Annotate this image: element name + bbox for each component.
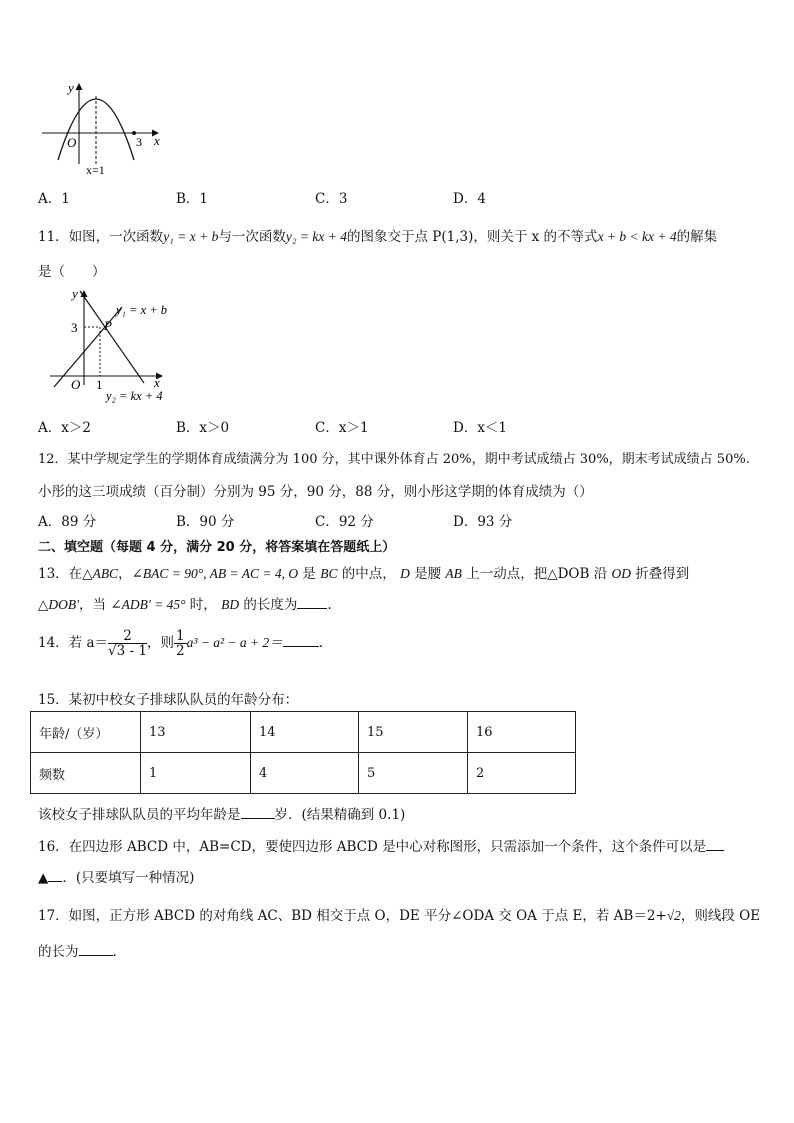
q14-fraction — [108, 629, 147, 658]
q13-l2e: BD — [221, 597, 240, 612]
q13-t4: 是 — [298, 566, 321, 582]
q11-tick-y: 3 — [71, 320, 78, 335]
table-cell: 2 — [468, 753, 576, 794]
q11-inequality: x + b < kx + 4 — [597, 229, 677, 244]
q10-option-a: A．1 — [38, 191, 70, 207]
q11-tick-x: 1 — [96, 377, 103, 392]
q12-option-b: B．90 分 — [176, 514, 235, 530]
q14-denominator: √3 - 1 — [108, 643, 147, 659]
q11-text-c: 的图象交于点 P(1,3)，则关于 x 的不等式 — [346, 229, 598, 245]
table-cell: 1 — [141, 753, 251, 794]
table-cell: 频数 — [31, 753, 141, 794]
table-cell: 15 — [359, 712, 468, 753]
q14-question — [38, 629, 323, 658]
q12-option-c: C．92 分 — [315, 514, 374, 530]
q15-age-table — [30, 711, 576, 794]
q13-t3: ∠BAC = 90°, AB = AC = 4, O — [131, 566, 299, 581]
q16-line2 — [38, 866, 194, 886]
q11-option-d: D．x＜1 — [453, 420, 508, 436]
q14-expression: a³ − a² − a + 2＝ — [186, 635, 283, 650]
q11-option-c: C．x＞1 — [315, 420, 369, 436]
table-row — [31, 712, 576, 753]
q13-t9: AB — [445, 566, 462, 581]
table-cell: 16 — [468, 712, 576, 753]
q13-l2a: △DOB' — [38, 597, 80, 612]
q10-x-label: x — [154, 133, 160, 148]
q10-y-label: y — [68, 80, 74, 95]
q11-linear-graph — [44, 283, 204, 405]
section-2-heading: 二、填空题（每题 4 分，满分 20 分，将答案填在答题纸上） — [38, 540, 396, 555]
q14-half-den: 2 — [175, 643, 185, 659]
q15-after2: 岁．(结果精确到 0.1) — [274, 807, 406, 823]
q13-l2f: 的长度为 — [239, 597, 298, 613]
q10-axis-label: x=1 — [86, 163, 105, 176]
q12-line2: 小彤的这三项成绩（百分制）分别为 95 分，90 分，88 分，则小彤这学期的体育成绩为（） — [38, 484, 593, 500]
q13-answer-blank[interactable] — [297, 596, 327, 609]
q13-l2c: ∠ADB' = 45° — [110, 597, 186, 612]
q13-t7: D — [400, 566, 410, 581]
q17-text-b: ，则线段 OE — [680, 908, 761, 924]
q16-answer-blank[interactable] — [706, 838, 724, 851]
table-row — [31, 753, 576, 794]
q14-prefix: 14．若 a＝ — [38, 635, 109, 651]
q13-t8: 是腰 — [409, 566, 446, 582]
table-cell: 年龄/（岁） — [31, 712, 141, 753]
q16-triangle-marker: ▲ — [38, 870, 49, 886]
q13-l2g: . — [327, 597, 332, 613]
q13-l2d: 时， — [185, 597, 222, 613]
q15-question — [38, 803, 405, 823]
q13-line1 — [38, 562, 689, 582]
q10-option-d: D．4 — [453, 191, 486, 207]
q11-y-label: y — [72, 286, 78, 301]
q11-line2-label: y₂ = kx + 4 — [106, 389, 163, 403]
q14-half-num: 1 — [175, 628, 185, 644]
q16-text: 16．在四边形 ABCD 中，AB=CD，要使四边形 ABCD 是中心对称图形，只需添加一个条件，这个条件可以是 — [38, 839, 707, 855]
q13-number: 13．在 — [38, 566, 83, 582]
q11-number: 11． — [38, 229, 69, 245]
q12-option-d: D．93 分 — [453, 514, 513, 530]
q17-text-d: . — [112, 944, 117, 960]
q15-after: 该校女子排球队队员的平均年龄是 — [38, 807, 241, 823]
table-cell: 13 — [141, 712, 251, 753]
q15-title: 15．某初中校女子排球队队员的年龄分布： — [38, 692, 299, 708]
q14-numerator: 2 — [108, 629, 147, 644]
q16-line1 — [38, 835, 724, 855]
q10-option-b: B．1 — [176, 191, 209, 207]
q11-line2: 是（ ） — [38, 264, 106, 280]
q13-l2b: ，当 — [79, 597, 111, 613]
q11-x-label: x — [154, 375, 160, 390]
q10-option-c: C．3 — [315, 191, 348, 207]
q11-origin-label: O — [71, 377, 81, 392]
q17-line2 — [38, 940, 117, 960]
q15-answer-blank[interactable] — [241, 806, 275, 819]
table-cell: 5 — [359, 753, 468, 794]
q11-option-a: A．x＞2 — [38, 420, 91, 436]
q13-t2: ， — [118, 566, 132, 582]
q17-text-a: 17．如图，正方形 ABCD 的对角线 AC、BD 相交于点 O，DE 平分∠ODA 交 OA 于点 E，若 AB＝2+ — [38, 908, 667, 924]
q11-text-b: 与一次函数 — [218, 229, 286, 245]
q11-y1-expr: y₁ = x + b — [163, 229, 219, 244]
q11-option-b: B．x＞0 — [176, 420, 230, 436]
q12-line1: 12．某中学规定学生的学期体育成绩满分为 100 分，其中课外体育占 20%，期中考试成绩占 30%，期末考试成绩占 50%. — [38, 452, 750, 467]
q11-point-label: P — [104, 318, 112, 333]
q16-note: ．(只要填写一种情况) — [62, 870, 195, 886]
q13-t1: △ABC — [82, 566, 119, 581]
q16-answer-blank-2[interactable] — [48, 869, 62, 882]
q14-half — [174, 629, 187, 658]
q13-t10: 上一动点，把△DOB 沿 — [461, 566, 612, 582]
q12-option-a: A．89 分 — [38, 514, 97, 530]
q11-y2-expr: y₂ = kx + 4 — [285, 229, 347, 244]
q14-answer-blank[interactable] — [283, 634, 319, 647]
q11-text-d: 的解集 — [676, 229, 718, 245]
q13-t6: 的中点， — [337, 566, 401, 582]
q10-tick-3: 3 — [136, 135, 142, 149]
q10-origin-label: O — [67, 135, 77, 150]
q11-text-a: 如图，一次函数 — [68, 229, 164, 245]
q14-end: . — [318, 635, 324, 651]
q14-mid: ，则 — [146, 635, 174, 651]
table-cell: 14 — [251, 712, 359, 753]
q17-sqrt: √2 — [666, 908, 681, 923]
q11-question — [38, 225, 717, 245]
table-cell: 4 — [251, 753, 359, 794]
q13-t12: 折叠得到 — [631, 566, 690, 582]
q11-line1-label: y₁ = x + b — [116, 303, 168, 317]
q13-line2 — [38, 593, 332, 613]
q17-answer-blank[interactable] — [79, 943, 113, 956]
q17-line1 — [38, 904, 760, 924]
q17-text-c: 的长为 — [38, 944, 79, 960]
q13-t5: BC — [320, 566, 338, 581]
q13-t11: OD — [611, 566, 631, 581]
q10-parabola-graph — [38, 78, 168, 176]
